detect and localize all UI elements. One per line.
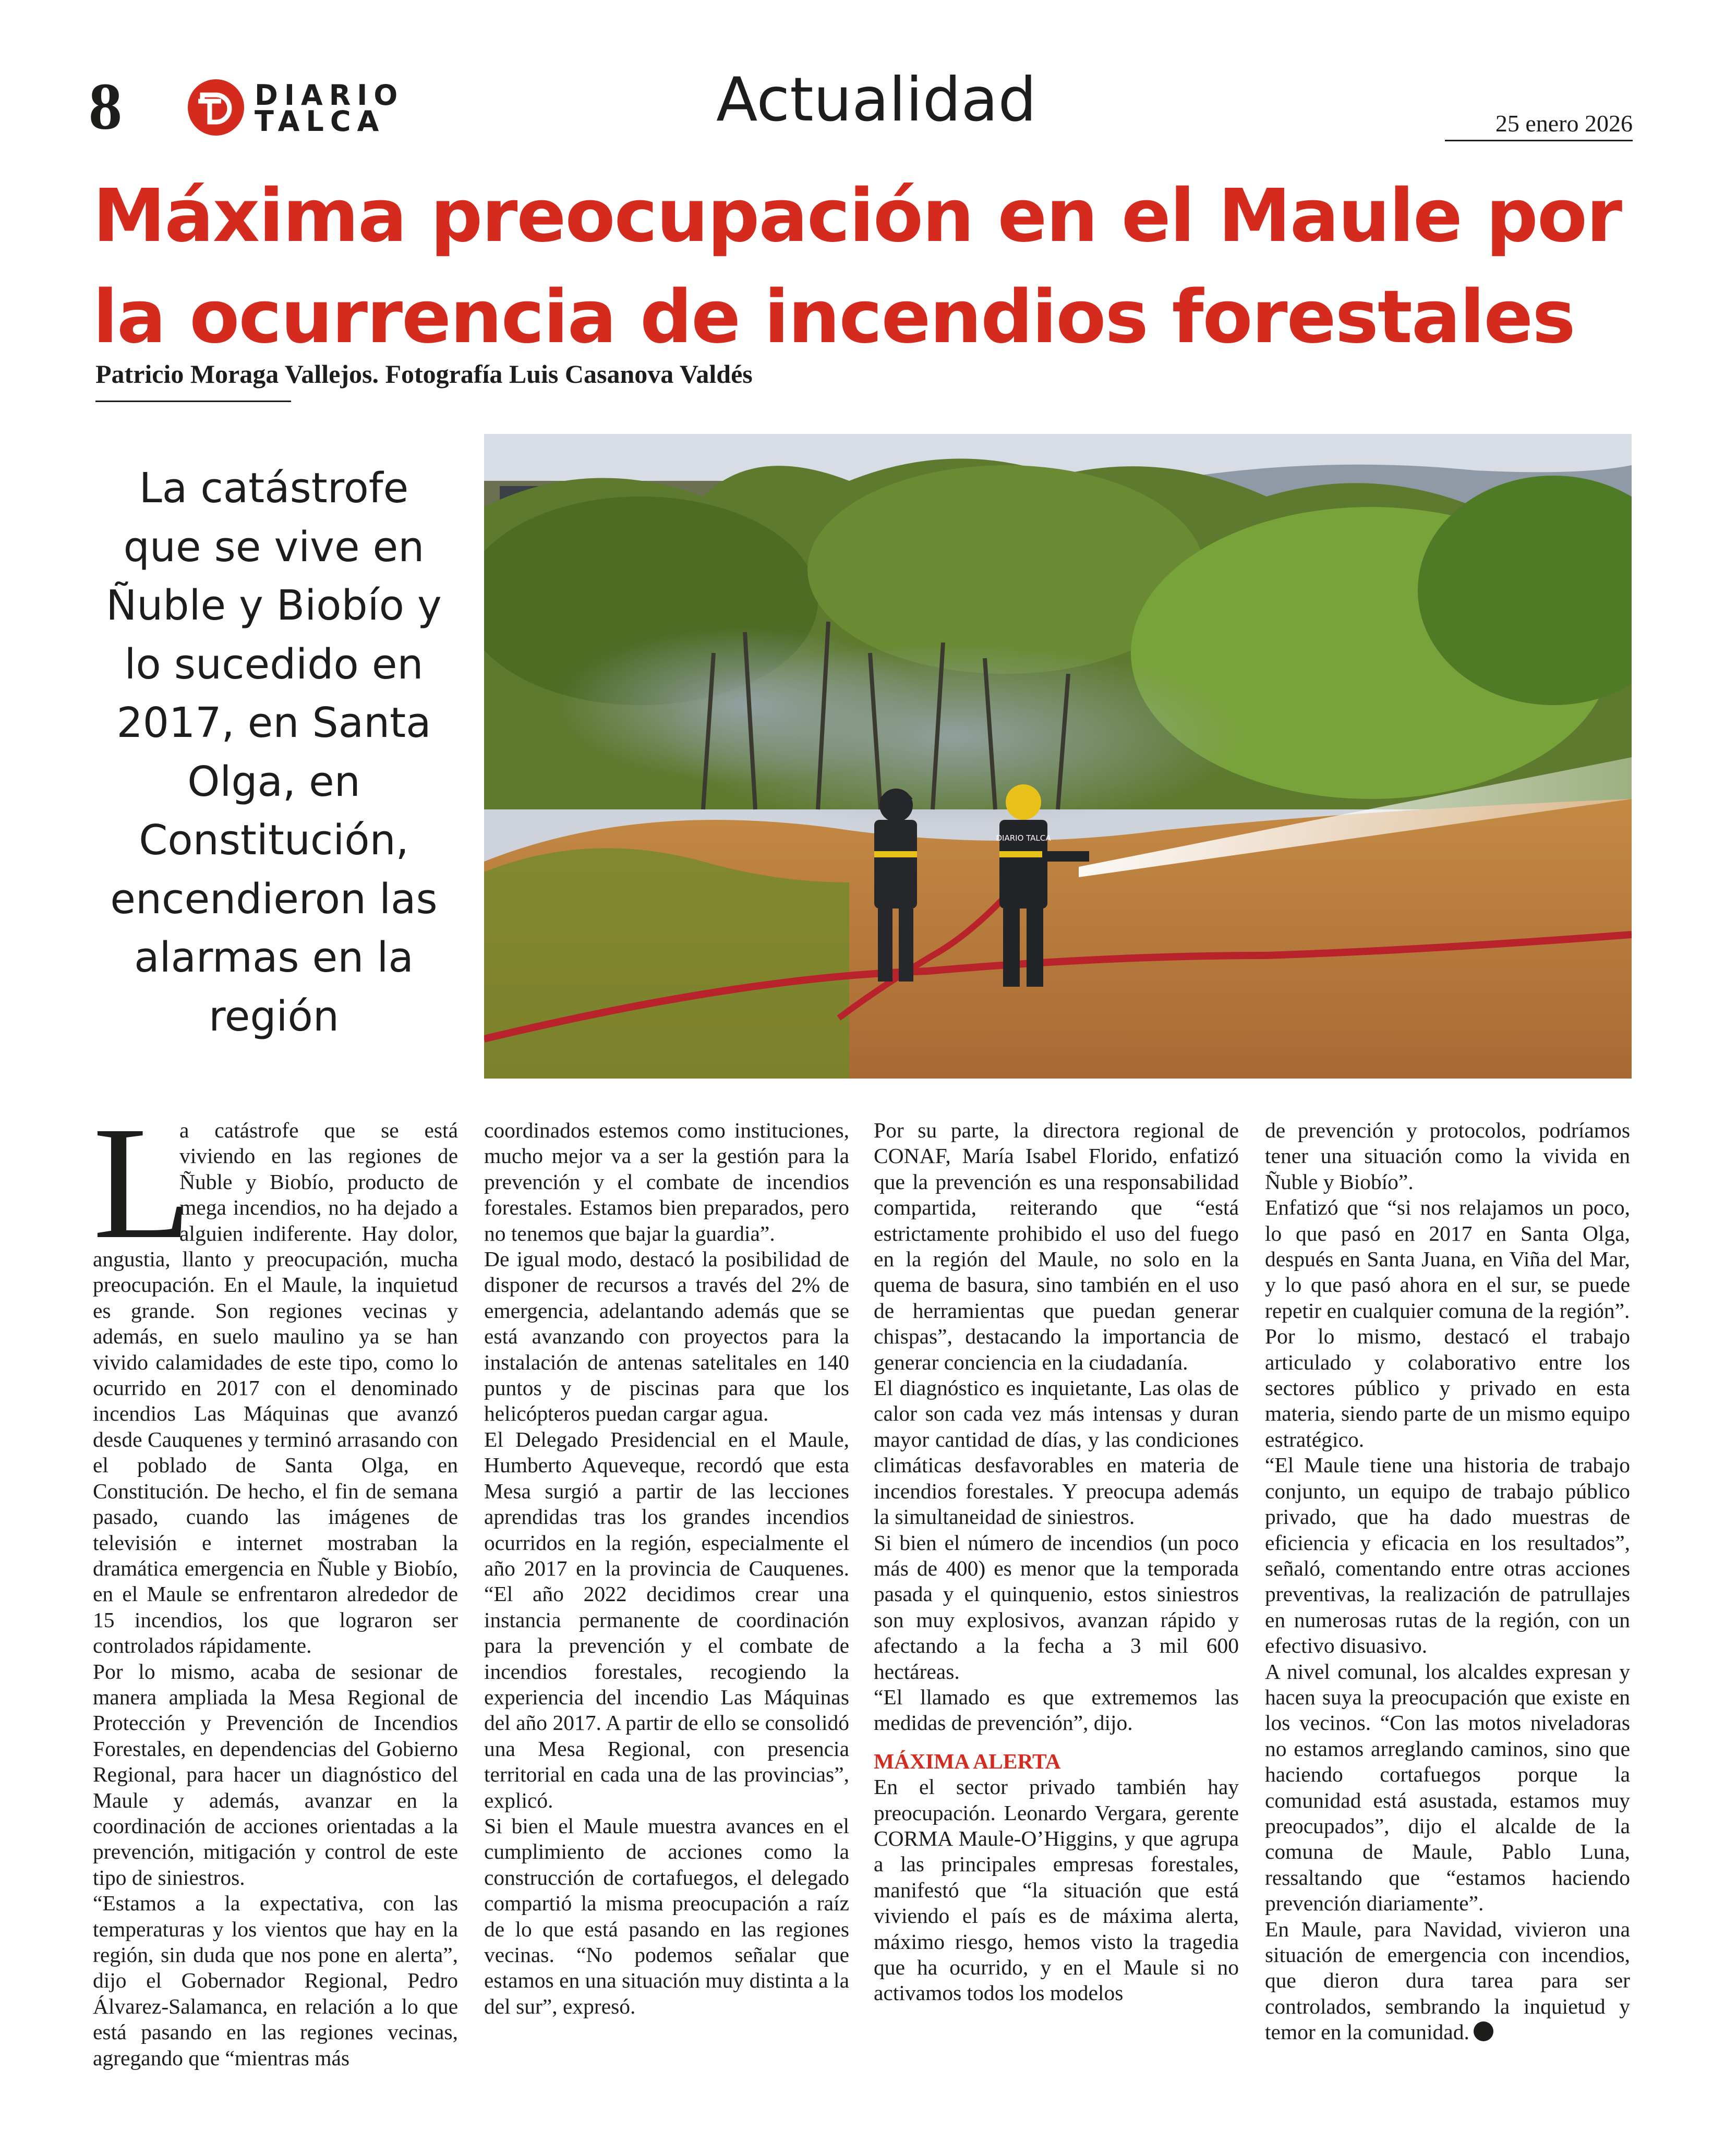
paragraph: Si bien el Maule muestra avances en el cumplimiento de acciones como la construcción de cortafuegos, el delegado compartió la misma preocupación a raíz de lo que está pasando en las regiones vecinas. “No podemos señalar que estamos en una situación muy distinta a la del sur”, expresó. xyxy=(484,1813,849,2018)
logo-line-2: TALCA xyxy=(255,105,385,138)
article-column-2 xyxy=(484,1118,849,2109)
end-of-article-dot-icon xyxy=(1474,2021,1493,2041)
byline: Patricio Moraga Vallejos. Fotografía Luis Casanova Valdés xyxy=(95,359,753,389)
paragraph: Si bien el número de incendios (un poco más de 400) es menor que la temporada pasada y el quinquenio, estos siniestros son muy explosivos, avanzan rápido y afectando a la fecha a 3 mil 600 hectáreas. xyxy=(874,1530,1239,1683)
paragraph: coordinados estemos como instituciones, mucho mejor va a ser la gestión para la prevención y el combate de incendios forestales. Estamos bien preparados, pero no tenemos que bajar la guardia”. xyxy=(484,1118,849,1245)
logo-wordmark xyxy=(255,79,404,138)
date-underline xyxy=(1445,140,1633,141)
byline-underline xyxy=(95,401,291,402)
section-title: Actualidad xyxy=(716,65,1036,135)
paragraph: De igual modo, destacó la posibilidad de disponer de recursos a través del 2% de emergencia, adelantando además que se está avanzando con proyectos para la instalación de antenas satelitales en 140 puntos y de piscinas para que los helicópteros puedan cargar agua. xyxy=(484,1247,849,1426)
article-column-1 xyxy=(93,1094,458,2109)
paragraph: “Estamos a la expectativa, con las temperaturas y los vientos que hay en la región, sin duda que nos pone en alerta”, dijo el Gobernador Regional, Pedro Álvarez-Salamanca, en relación a lo que está pasando en las regiones vecinas, agregando que “mientras más xyxy=(93,1891,458,2070)
article-column-3 xyxy=(874,1118,1239,2109)
paragraph: Por lo mismo, acaba de sesionar de manera ampliada la Mesa Regional de Protección y Prevención de Incendios Forestales, en dependencias del Gobierno Regional, para hacer un diagnóstico del Maule y además, avanzar en la coordinación de acciones orientadas a la prevención, mitigación y control de este tipo de siniestros. xyxy=(93,1659,458,1889)
paragraph: Enfatizó que “si nos relajamos un poco, lo que pasó en 2017 en Santa Olga, después en Santa Juana, en Viña del Mar, y lo que pasó ahora en el sur, se puede repetir en cualquier comuna de la región”. xyxy=(1265,1195,1630,1323)
vest-text: DIARIO TALCA xyxy=(996,833,1051,843)
diario-talca-logo-icon xyxy=(187,78,245,137)
paragraph: Por lo mismo, destacó el trabajo articulado y colaborativo entre los sectores público y privado en esta materia, siendo parte de un mismo equipo estratégico. xyxy=(1265,1324,1630,1451)
headline: Máxima preocupación en el Maule por la ocurrencia de incendios forestales xyxy=(93,174,1622,360)
paragraph: de prevención y protocolos, podríamos tener una situación como la vivida en Ñuble y Biobío”. xyxy=(1265,1118,1630,1194)
subhead-maxima-alerta: MÁXIMA ALERTA xyxy=(874,1749,1061,1773)
paragraph: Por su parte, la directora regional de CONAF, María Isabel Florido, enfatizó que la prevención es una responsabilidad compartida, reiterando que “está estrictamente prohibido el uso del fuego en la región del Maule, no solo en la quema de basura, sino también en el uso de herramientas que puedan generar chispas”, destacando la importancia de generar conciencia en la ciudadanía. xyxy=(874,1118,1239,1374)
paragraph: El diagnóstico es inquietante, Las olas de calor son cada vez más intensas y duran mayor cantidad de días, y las condiciones climáticas desfavorables en materia de incendios forestales. Y preocupa además la simultaneidad de siniestros. xyxy=(874,1376,1239,1529)
paragraph: A nivel comunal, los alcaldes expresan y hacen suya la preocupación que existe en los vecinos. “Con las motos niveladoras no estamos arreglando caminos, sino que haciendo cortafuegos porque la comunidad está asustada, estamos muy preocupados”, dijo el alcalde de la comuna de Maule, Pablo Luna, ressaltando que “estamos haciendo prevención diariamente”. xyxy=(1265,1659,1630,1916)
paragraph: El Delegado Presidencial en el Maule, Humberto Aqueveque, recordó que esta Mesa surgió a partir de las lecciones aprendidas tras los grandes incendios ocurridos en la región, especialmente el año 2017 en la provincia de Cauquenes. “El año 2022 decidimos crear una instancia permanente de coordinación para la prevención y el combate de incendios forestales, recogiendo la experiencia del incendio Las Máquinas del año 2017. A partir de ello se consolidó una Mesa Regional, con presencia territorial en cada una de las provincias”, explicó. xyxy=(484,1427,849,1812)
drop-cap: L xyxy=(93,1094,192,1273)
paragraph: En el sector privado también hay preocupación. Leonardo Vergara, gerente CORMA Maule-O’Higgins, y que agrupa a las principales empresas forestales, manifestó que “la situación que está viviendo el país es de máxima alerta, máximo riesgo, hemos visto la tragedia que ha ocurrido, y en el Maule si no activamos todos los modelos xyxy=(874,1775,1239,2005)
final-paragraph xyxy=(1265,1917,1630,2045)
article-column-4 xyxy=(1265,1118,1630,2109)
paragraph: “El llamado es que extrememos las medidas de prevención”, dijo. xyxy=(874,1685,1239,1735)
page-number: 8 xyxy=(89,69,122,143)
wildfire-photo xyxy=(484,434,1632,1079)
pull-quote: La catástrofe que se vive en Ñuble y Biobío y lo sucedido en 2017, en Santa Olga, en Constitución, encendieron las alarmas en la región xyxy=(106,464,442,1040)
diario-talca-logo[interactable] xyxy=(187,78,404,141)
final-paragraph-text: En Maule, para Navidad, vivieron una situación de emergencia con incendios, que dieron dura tarea para ser controlados, sembrando la inquietud y temor en la comunidad. xyxy=(1265,1917,1630,2044)
paragraph: “El Maule tiene una historia de trabajo conjunto, un equipo de trabajo público privado, que ha dado muestras de eficiencia y eficacia en los resultados”, señaló, comentando entre otras acciones preventivas, la realización de patrullajes en numerosas rutas de la región, con un efectivo disuasivo. xyxy=(1265,1453,1630,1658)
issue-date: 25 enero 2026 xyxy=(1495,110,1633,137)
paragraph: a catástrofe que se está viviendo en las regiones de Ñuble y Biobío, producto de mega incendios, no ha dejado a alguien indiferente. Hay dolor, angustia, llanto y preocupación, mucha preocupación. En el Maule, la inquietud es grande. Son regiones vecinas y además, en suelo maulino ya se han vivido calamidades de este tipo, como lo ocurrido en 2017 con el denominado incendios Las Máquinas que avanzó desde Cauquenes y terminó arrasando con el poblado de Santa Olga, en Constitución. De hecho, el fin de semana pasado, cuando las imágenes de televisión e internet mostraban la dramática emergencia en Ñuble y Biobío, en el Maule se enfrentaron alrededor de 15 incendios, los que lograron ser controlados rápidamente. xyxy=(93,1118,458,1658)
logo-line-1: DIARIO xyxy=(255,79,404,112)
